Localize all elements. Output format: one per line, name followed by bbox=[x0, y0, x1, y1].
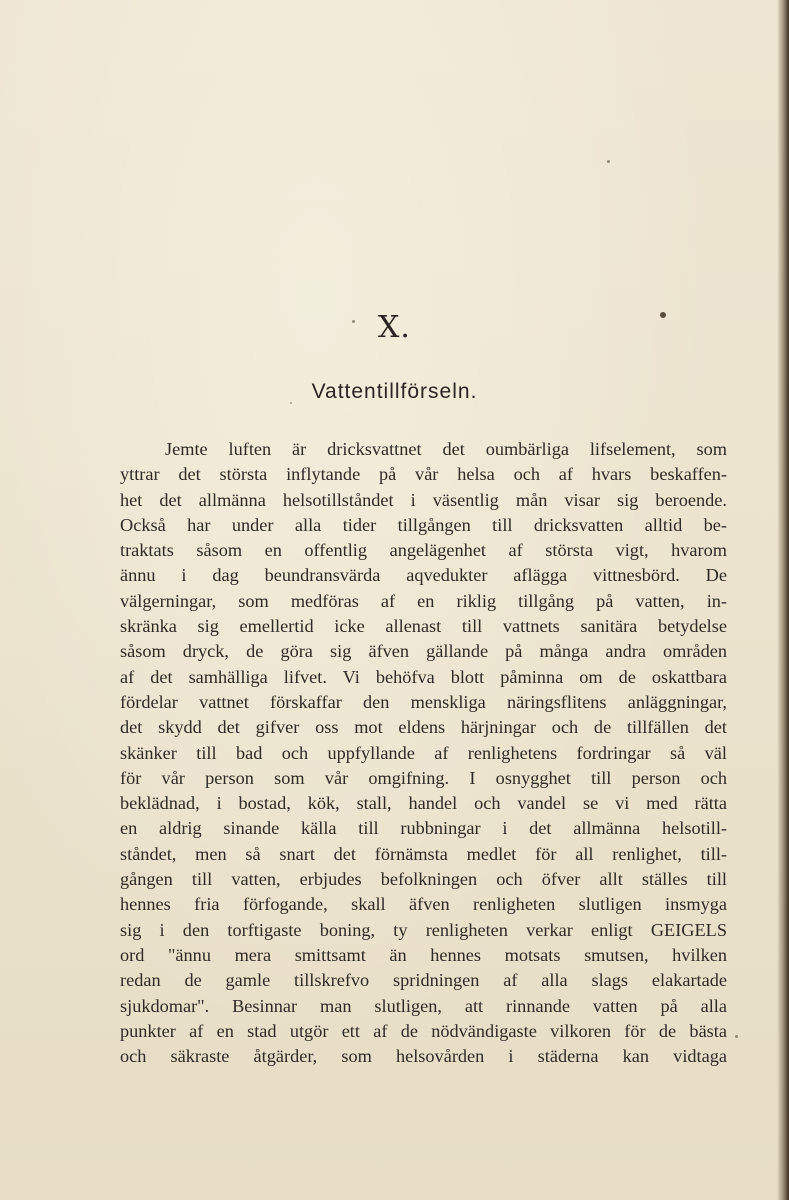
text-line: en aldrig sinande källa till rubbningar i det allmänna helsotill- bbox=[120, 818, 727, 839]
text-line: ståndet, men så snart det förnämsta medlet för all renlighet, till- bbox=[120, 843, 727, 864]
text-line: yttrar det största inflytande på vår helsa och af hvars beskaffen- bbox=[120, 464, 727, 485]
text-line: välgerningar, som medföras af en riklig tillgång på vatten, in- bbox=[120, 590, 727, 611]
text-line: Också har under alla tider tillgången till dricksvatten alltid be- bbox=[120, 514, 727, 535]
ink-speck bbox=[607, 160, 610, 163]
text-line: punkter af en stad utgör ett af de nödvändigaste vilkoren för de bästa bbox=[120, 1020, 727, 1041]
text-line: för vår person som vår omgifning. I osnygghet till person och bbox=[120, 767, 727, 788]
text-line: ord "ännu mera smittsamt än hennes motsats smutsen, hvilken bbox=[120, 944, 727, 965]
text-line: ännu i dag beundransvärda aqvedukter aflägga vittnesbörd. De bbox=[120, 565, 727, 586]
text-line: het det allmänna helsotillståndet i väsentlig mån visar sig beroende. bbox=[120, 489, 727, 510]
text-line: sjukdomar". Besinnar man slutligen, att rinnande vatten på alla bbox=[120, 995, 727, 1016]
text-line: redan de gamle tillskrefvo spridningen af alla slags elakartade bbox=[120, 970, 727, 991]
text-line: traktats såsom en offentlig angelägenhet af största vigt, hvarom bbox=[120, 540, 727, 561]
text-line: skänker till bad och uppfyllande af renlighetens fordringar så väl bbox=[120, 742, 727, 763]
text-line: af det samhälliga lifvet. Vi behöfva blott påminna om de oskattbara bbox=[120, 666, 727, 687]
text-line: såsom dryck, de göra sig äfven gällande på många andra områden bbox=[120, 641, 727, 662]
text-line: beklädnad, i bostad, kök, stall, handel och vandel se vi med rätta bbox=[120, 793, 727, 814]
chapter-title: Vattentillförseln. bbox=[311, 380, 478, 403]
body-text bbox=[120, 437, 727, 1069]
text-line: och säkraste åtgärder, som helsovården i städerna kan vidtaga bbox=[120, 1046, 727, 1067]
ink-speck bbox=[735, 1035, 738, 1038]
text-line: sig i den torftigaste boning, ty renligheten verkar enligt GEIGELS bbox=[120, 919, 727, 940]
chapter-numeral: X. bbox=[378, 310, 411, 345]
text-line: fördelar vattnet förskaffar den menskliga näringsflitens anläggningar, bbox=[120, 691, 727, 712]
page-edge-shadow bbox=[777, 0, 789, 1200]
text-line: hennes fria förfogande, skall äfven renligheten slutligen insmyga bbox=[120, 894, 727, 915]
text-line: gången till vatten, erbjudes befolkningen och öfver allt ställes till bbox=[120, 869, 727, 890]
text-line: det skydd det gifver oss mot eldens härjningar och de tillfällen det bbox=[120, 717, 727, 738]
text-line: skränka sig emellertid icke allenast till vattnets sanitära betydelse bbox=[120, 616, 727, 637]
text-line: Jemte luften är dricksvattnet det oumbärliga lifselement, som bbox=[165, 439, 727, 459]
